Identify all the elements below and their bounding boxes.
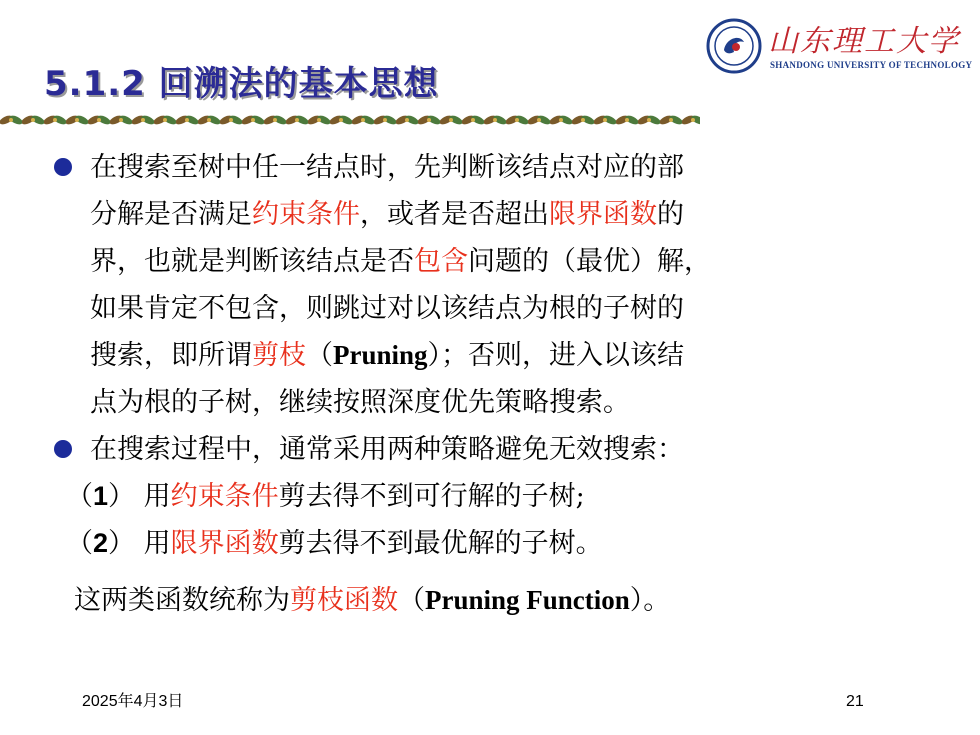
latin-term: Pruning Function <box>425 585 630 615</box>
slide-title: 5.1.2 回溯法的基本思想 <box>44 64 439 104</box>
footer-date: 2025年4月3日 <box>82 693 184 710</box>
text-segment: ，或者是否超出 <box>360 199 549 230</box>
text-segment: 搜索，即所谓 <box>90 340 252 371</box>
text-line: 点为根的子树，继续按照深度优先策略搜索。 <box>90 387 630 418</box>
text-segment: 问题的（最优）解， <box>468 246 711 277</box>
latin-term: Pruning <box>333 340 428 370</box>
page-number: 21 <box>846 693 864 710</box>
text-segment: ） <box>108 481 136 512</box>
highlight-term: 约束条件 <box>252 199 360 230</box>
text-line <box>90 332 948 379</box>
text-segment: 界，也就是判断该结点是否 <box>90 246 414 277</box>
highlight-term: 包含 <box>414 246 468 277</box>
bullet-item-1 <box>48 144 948 426</box>
text-segment: 的 <box>657 199 684 230</box>
item-number: 1 <box>93 481 109 511</box>
text-segment: ） <box>108 528 136 559</box>
text-segment: 这两类函数统称为 <box>74 585 290 616</box>
text-segment: 用 <box>143 528 171 559</box>
highlight-term: 剪枝函数 <box>290 585 398 616</box>
numbered-item-2 <box>48 520 948 567</box>
text-segment: 剪去得不到可行解的子树; <box>278 481 585 512</box>
text-line: 在搜索至树中任一结点时，先判断该结点对应的部 <box>90 152 684 183</box>
bullet-dot-icon <box>54 158 72 176</box>
bullet-dot-icon <box>54 440 72 458</box>
text-line: 在搜索过程中，通常采用两种策略避免无效搜索： <box>90 434 684 465</box>
university-emblem-icon <box>706 16 762 76</box>
highlight-term: 限界函数 <box>549 199 657 230</box>
highlight-term: 限界函数 <box>170 528 279 559</box>
highlight-term: 剪枝 <box>252 340 306 371</box>
logo <box>706 14 973 80</box>
text-segment: （ <box>398 585 425 616</box>
text-line <box>90 191 948 238</box>
text-segment: （ <box>66 481 93 512</box>
text-segment: （ <box>306 340 333 371</box>
text-segment: （ <box>66 528 93 559</box>
text-segment: 剪去得不到最优解的子树。 <box>278 528 603 559</box>
highlight-term: 约束条件 <box>170 481 279 512</box>
university-name-cn: 山东理工大学 <box>768 24 960 59</box>
text-line: 如果肯定不包含，则跳过对以该结点为根的子树的 <box>90 293 684 324</box>
text-segment: ）。 <box>629 585 671 616</box>
decorative-divider <box>0 112 700 128</box>
text-segment: 分解是否满足 <box>90 199 252 230</box>
text-segment: ）；否则，进入以该结 <box>427 340 685 371</box>
content <box>48 144 948 624</box>
university-name-en: SHANDONG UNIVERSITY OF TECHNOLOGY <box>770 60 973 70</box>
bullet-item-2 <box>48 426 948 473</box>
summary-line <box>48 577 948 624</box>
numbered-item-1 <box>48 473 948 520</box>
item-number: 2 <box>93 528 109 558</box>
text-segment: 用 <box>143 481 171 512</box>
text-line <box>90 238 948 285</box>
